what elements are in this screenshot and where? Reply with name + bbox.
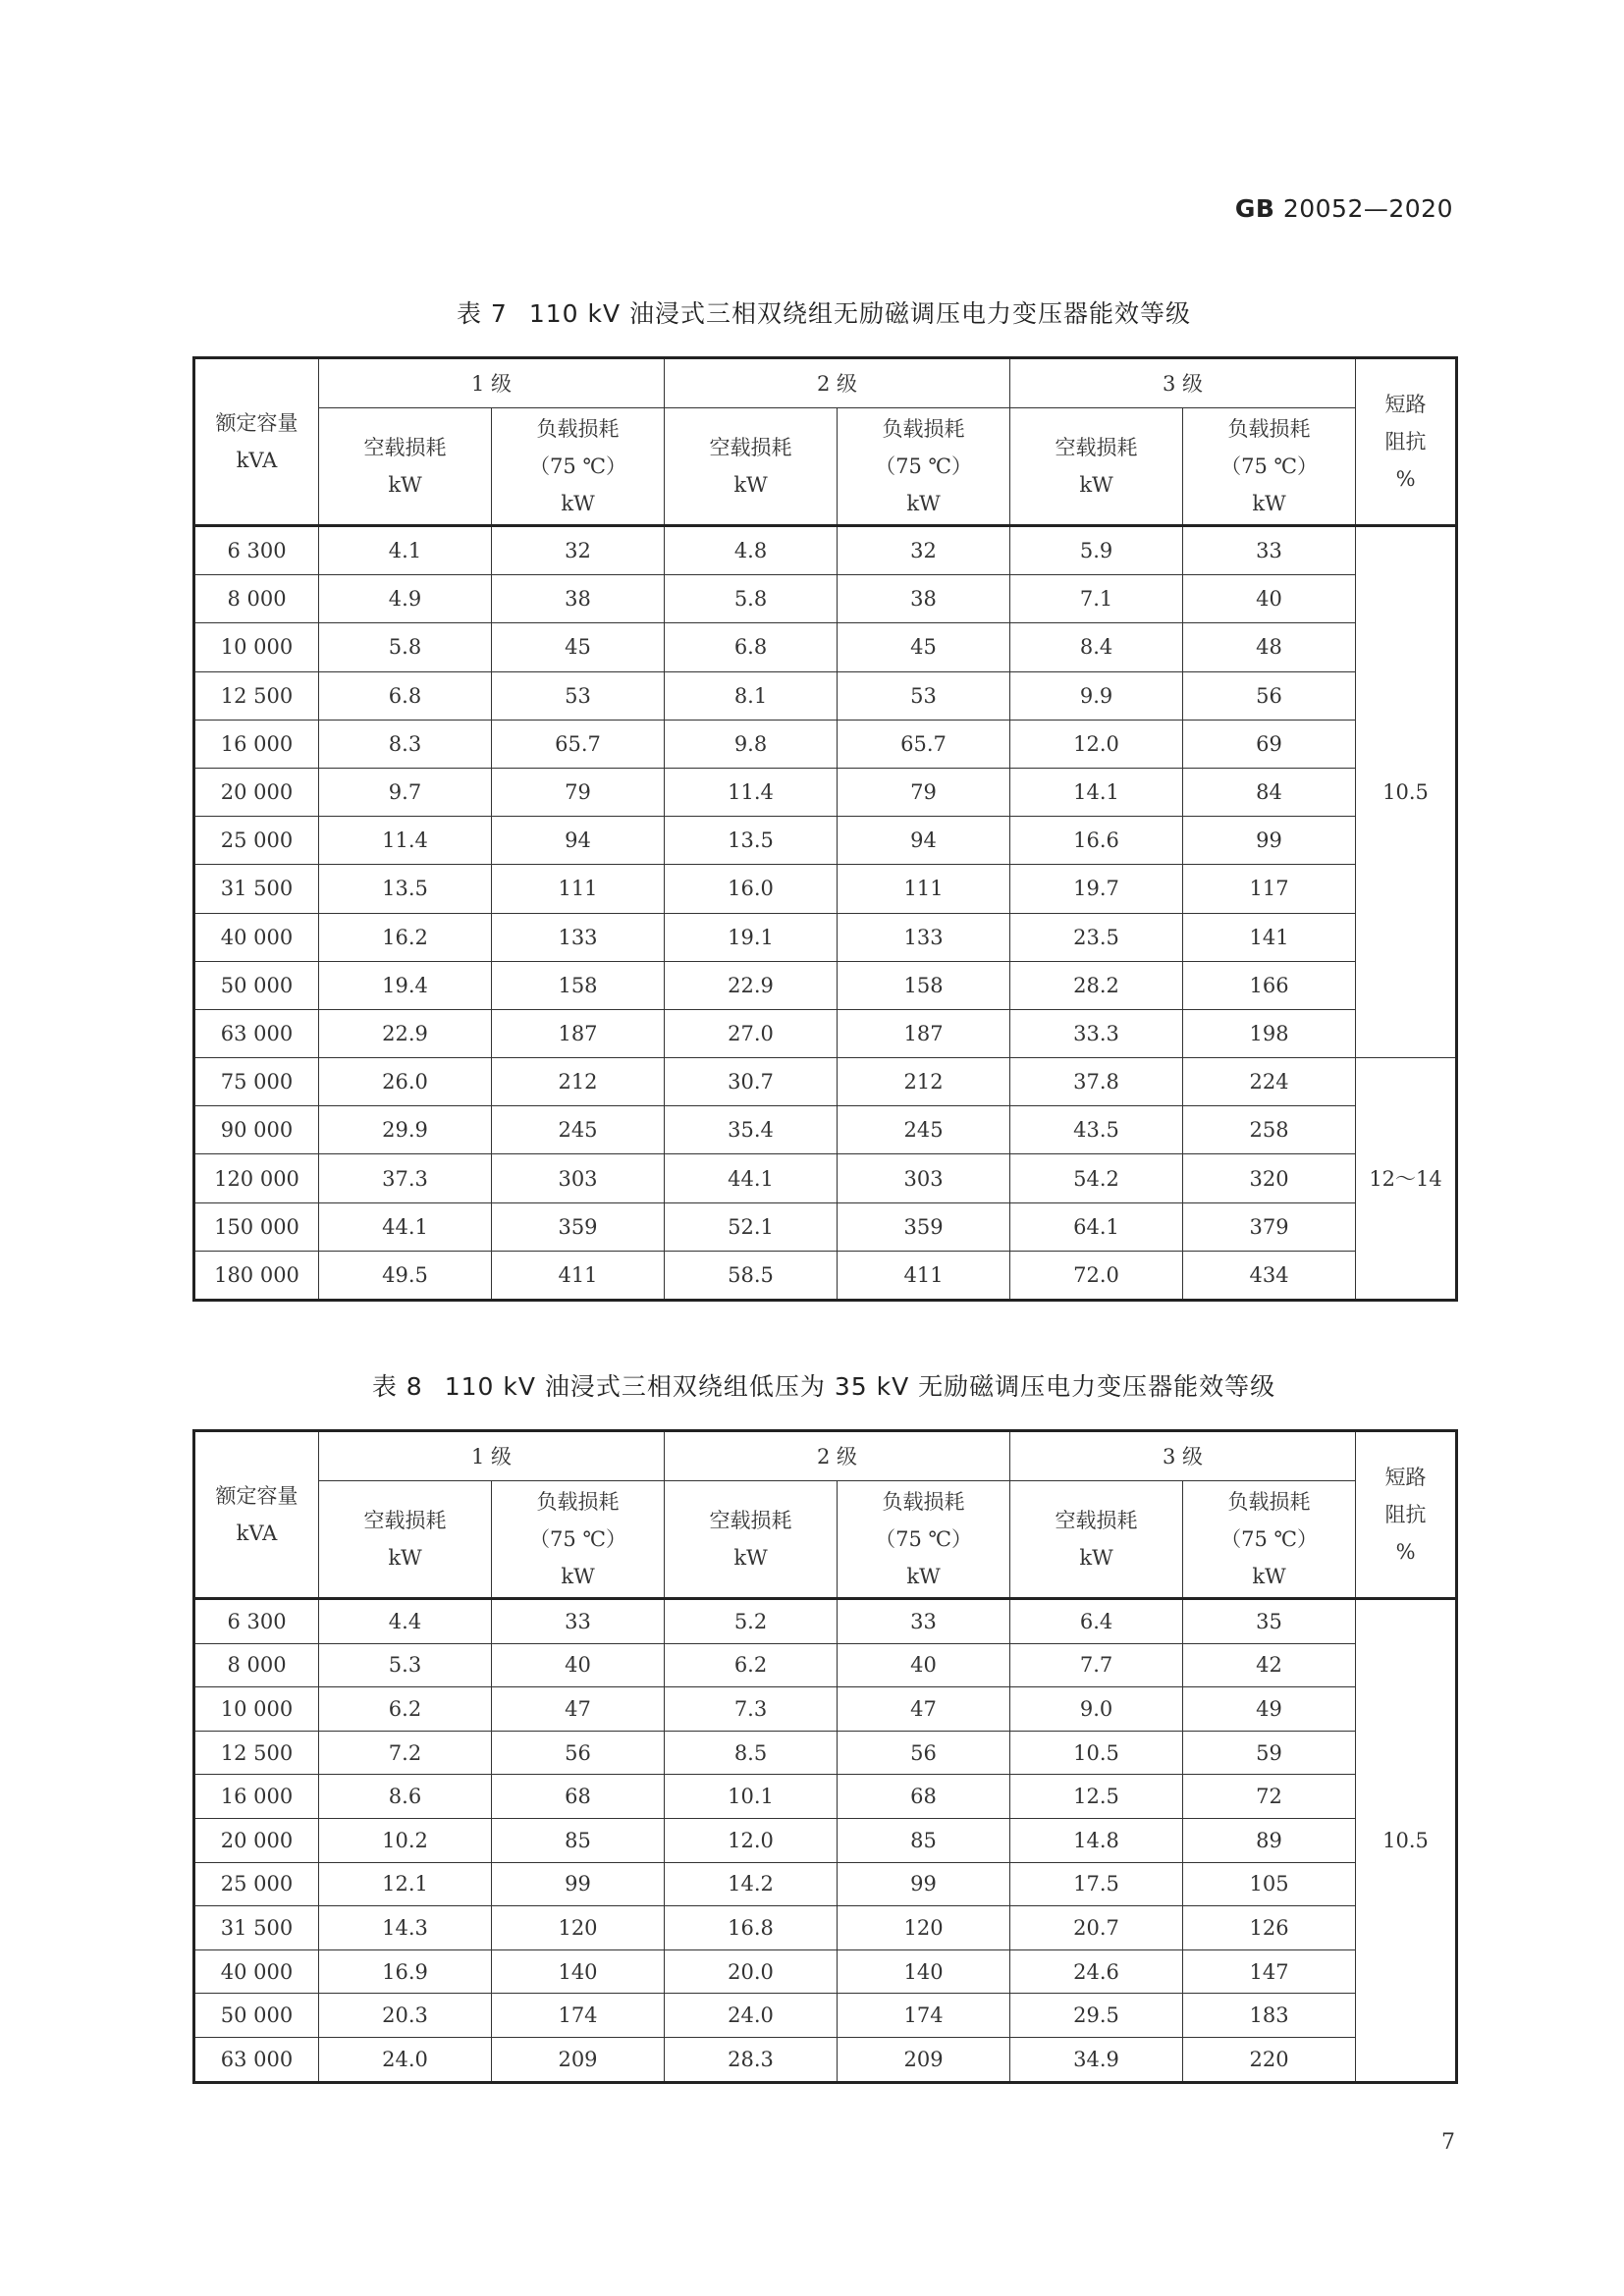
capacity-cell: 90 000 [194, 1106, 319, 1154]
level2-load-cell: 85 [838, 1818, 1010, 1862]
level3-load-cell: 434 [1183, 1251, 1356, 1300]
level1-noload-cell: 19.4 [319, 961, 492, 1009]
level3-load-cell: 99 [1183, 817, 1356, 865]
level3-noload-cell: 14.1 [1010, 768, 1183, 816]
header-noload-loss [665, 408, 838, 526]
table8-body [194, 1599, 1457, 2083]
header-load-loss [838, 1481, 1010, 1599]
level3-load-cell: 33 [1183, 526, 1356, 575]
level2-load-cell: 56 [838, 1731, 1010, 1775]
level2-load-cell: 245 [838, 1106, 1010, 1154]
level1-load-cell: 68 [492, 1775, 665, 1819]
level1-load-cell: 120 [492, 1906, 665, 1950]
level2-noload-cell: 35.4 [665, 1106, 838, 1154]
table-row [194, 1106, 1457, 1154]
table-row [194, 1775, 1457, 1819]
level3-noload-cell: 9.0 [1010, 1687, 1183, 1732]
level3-noload-cell: 29.5 [1010, 1994, 1183, 2038]
level3-load-cell: 117 [1183, 865, 1356, 913]
level1-noload-cell: 12.1 [319, 1862, 492, 1906]
level1-noload-cell: 26.0 [319, 1058, 492, 1106]
table-row [194, 768, 1457, 816]
header-load-label: 负载损耗 [1227, 417, 1311, 441]
table8-title-text: 110 kV 油浸式三相双绕组低压为 35 kV 无励磁调压电力变压器能效等级 [444, 1372, 1276, 1401]
level3-noload-cell: 19.7 [1010, 865, 1183, 913]
table-row [194, 1599, 1457, 1644]
level1-noload-cell: 37.3 [319, 1154, 492, 1202]
level2-noload-cell: 5.8 [665, 575, 838, 623]
level1-noload-cell: 13.5 [319, 865, 492, 913]
level3-load-cell: 35 [1183, 1599, 1356, 1644]
level2-noload-cell: 5.2 [665, 1599, 838, 1644]
level2-load-cell: 99 [838, 1862, 1010, 1906]
level3-load-cell: 105 [1183, 1862, 1356, 1906]
level1-load-cell: 212 [492, 1058, 665, 1106]
level1-load-cell: 140 [492, 1949, 665, 1994]
header-load-unit: kW [1252, 492, 1286, 515]
level3-noload-cell: 34.9 [1010, 2037, 1183, 2082]
level3-noload-cell: 43.5 [1010, 1106, 1183, 1154]
level1-load-cell: 303 [492, 1154, 665, 1202]
header-noload-label: 空载损耗 [709, 436, 792, 459]
level3-noload-cell: 33.3 [1010, 1009, 1183, 1057]
level2-load-cell: 47 [838, 1687, 1010, 1732]
header-load-unit: kW [1252, 1565, 1286, 1588]
header-level-3: 3 级 [1010, 358, 1356, 408]
level3-noload-cell: 12.5 [1010, 1775, 1183, 1819]
capacity-cell: 16 000 [194, 720, 319, 768]
capacity-cell: 12 500 [194, 671, 319, 720]
level2-noload-cell: 13.5 [665, 817, 838, 865]
header-noload-label: 空载损耗 [1055, 1509, 1138, 1532]
table7-title [192, 294, 1455, 330]
level2-noload-cell: 11.4 [665, 768, 838, 816]
level3-noload-cell: 8.4 [1010, 623, 1183, 671]
level2-noload-cell: 9.8 [665, 720, 838, 768]
level3-load-cell: 220 [1183, 2037, 1356, 2082]
capacity-cell: 25 000 [194, 1862, 319, 1906]
capacity-cell: 6 300 [194, 526, 319, 575]
header-level-3: 3 级 [1010, 1431, 1356, 1481]
header-load-label: 负载损耗 [882, 417, 965, 441]
table7 [192, 356, 1458, 1302]
table-row [194, 1818, 1457, 1862]
level1-noload-cell: 14.3 [319, 1906, 492, 1950]
capacity-cell: 8 000 [194, 1643, 319, 1687]
level2-load-cell: 209 [838, 2037, 1010, 2082]
level2-load-cell: 94 [838, 817, 1010, 865]
impedance-cell: 10.5 [1356, 1599, 1457, 2083]
level2-noload-cell: 30.7 [665, 1058, 838, 1106]
level3-load-cell: 320 [1183, 1154, 1356, 1202]
level2-load-cell: 187 [838, 1009, 1010, 1057]
level3-noload-cell: 72.0 [1010, 1251, 1183, 1300]
header-load-unit: kW [561, 492, 595, 515]
capacity-cell: 25 000 [194, 817, 319, 865]
capacity-cell: 12 500 [194, 1731, 319, 1775]
header-noload-unit: kW [388, 473, 422, 497]
header-impedance [1356, 1431, 1457, 1599]
level3-noload-cell: 17.5 [1010, 1862, 1183, 1906]
header-impedance-line2: 阻抗 [1384, 1503, 1427, 1526]
level3-noload-cell: 54.2 [1010, 1154, 1183, 1202]
level1-noload-cell: 4.1 [319, 526, 492, 575]
header-capacity-label: 额定容量 [215, 411, 298, 435]
level3-noload-cell: 20.7 [1010, 1906, 1183, 1950]
level3-noload-cell: 7.1 [1010, 575, 1183, 623]
level2-noload-cell: 24.0 [665, 1994, 838, 2038]
capacity-cell: 50 000 [194, 1994, 319, 2038]
level3-noload-cell: 6.4 [1010, 1599, 1183, 1644]
level2-load-cell: 79 [838, 768, 1010, 816]
level1-noload-cell: 8.6 [319, 1775, 492, 1819]
header-load-temp: （75 ℃） [1220, 454, 1318, 478]
level1-noload-cell: 11.4 [319, 817, 492, 865]
table-row [194, 961, 1457, 1009]
header-load-unit: kW [906, 492, 941, 515]
level1-noload-cell: 5.8 [319, 623, 492, 671]
level2-load-cell: 33 [838, 1599, 1010, 1644]
level1-noload-cell: 49.5 [319, 1251, 492, 1300]
header-level-2: 2 级 [665, 358, 1010, 408]
level3-noload-cell: 23.5 [1010, 913, 1183, 961]
level3-noload-cell: 24.6 [1010, 1949, 1183, 1994]
level2-load-cell: 158 [838, 961, 1010, 1009]
table-row [194, 913, 1457, 961]
header-noload-label: 空载损耗 [709, 1509, 792, 1532]
header-load-label: 负载损耗 [536, 1490, 620, 1514]
header-capacity [194, 358, 319, 526]
level2-load-cell: 40 [838, 1643, 1010, 1687]
header-impedance [1356, 358, 1457, 526]
level3-load-cell: 126 [1183, 1906, 1356, 1950]
level1-load-cell: 40 [492, 1643, 665, 1687]
level1-load-cell: 47 [492, 1687, 665, 1732]
header-level-2: 2 级 [665, 1431, 1010, 1481]
level2-noload-cell: 8.1 [665, 671, 838, 720]
level2-noload-cell: 22.9 [665, 961, 838, 1009]
level2-load-cell: 38 [838, 575, 1010, 623]
level1-noload-cell: 22.9 [319, 1009, 492, 1057]
header-noload-unit: kW [388, 1546, 422, 1570]
level3-load-cell: 49 [1183, 1687, 1356, 1732]
level2-load-cell: 45 [838, 623, 1010, 671]
impedance-cell: 12～14 [1356, 1058, 1457, 1301]
level1-noload-cell: 44.1 [319, 1202, 492, 1251]
level1-noload-cell: 4.9 [319, 575, 492, 623]
level1-load-cell: 79 [492, 768, 665, 816]
table-row [194, 1949, 1457, 1994]
level1-load-cell: 65.7 [492, 720, 665, 768]
level3-noload-cell: 9.9 [1010, 671, 1183, 720]
level2-load-cell: 359 [838, 1202, 1010, 1251]
level3-noload-cell: 5.9 [1010, 526, 1183, 575]
header-noload-unit: kW [733, 1546, 768, 1570]
level1-noload-cell: 20.3 [319, 1994, 492, 2038]
capacity-cell: 31 500 [194, 865, 319, 913]
level3-load-cell: 258 [1183, 1106, 1356, 1154]
level2-noload-cell: 27.0 [665, 1009, 838, 1057]
level1-noload-cell: 10.2 [319, 1818, 492, 1862]
header-impedance-unit: % [1395, 467, 1416, 491]
level1-noload-cell: 29.9 [319, 1106, 492, 1154]
table-row [194, 865, 1457, 913]
level1-load-cell: 209 [492, 2037, 665, 2082]
level1-noload-cell: 9.7 [319, 768, 492, 816]
table-row [194, 671, 1457, 720]
capacity-cell: 6 300 [194, 1599, 319, 1644]
level3-noload-cell: 64.1 [1010, 1202, 1183, 1251]
level3-load-cell: 183 [1183, 1994, 1356, 2038]
header-load-loss [1183, 1481, 1356, 1599]
capacity-cell: 63 000 [194, 1009, 319, 1057]
table-row [194, 1906, 1457, 1950]
table7-header [194, 358, 1457, 526]
level3-load-cell: 379 [1183, 1202, 1356, 1251]
level3-load-cell: 141 [1183, 913, 1356, 961]
table8-title-number: 表 8 [371, 1372, 423, 1401]
level2-load-cell: 120 [838, 1906, 1010, 1950]
table-row [194, 1643, 1457, 1687]
header-capacity [194, 1431, 319, 1599]
level2-noload-cell: 14.2 [665, 1862, 838, 1906]
header-noload-loss [319, 1481, 492, 1599]
level1-load-cell: 133 [492, 913, 665, 961]
header-load-temp: （75 ℃） [875, 454, 972, 478]
capacity-cell: 120 000 [194, 1154, 319, 1202]
level3-load-cell: 59 [1183, 1731, 1356, 1775]
level2-load-cell: 133 [838, 913, 1010, 961]
header-noload-unit: kW [1079, 473, 1113, 497]
table-row [194, 575, 1457, 623]
level3-load-cell: 69 [1183, 720, 1356, 768]
capacity-cell: 150 000 [194, 1202, 319, 1251]
level3-load-cell: 166 [1183, 961, 1356, 1009]
level3-load-cell: 56 [1183, 671, 1356, 720]
level2-noload-cell: 12.0 [665, 1818, 838, 1862]
header-noload-loss [665, 1481, 838, 1599]
document-code [1235, 194, 1453, 223]
page-number: 7 [1441, 2130, 1455, 2155]
header-load-temp: （75 ℃） [875, 1527, 972, 1551]
level2-load-cell: 174 [838, 1994, 1010, 2038]
capacity-cell: 31 500 [194, 1906, 319, 1950]
capacity-cell: 20 000 [194, 768, 319, 816]
level2-noload-cell: 58.5 [665, 1251, 838, 1300]
level3-load-cell: 89 [1183, 1818, 1356, 1862]
level2-load-cell: 68 [838, 1775, 1010, 1819]
table8-title [192, 1367, 1455, 1403]
header-load-loss [838, 408, 1010, 526]
level3-noload-cell: 28.2 [1010, 961, 1183, 1009]
table-row [194, 1154, 1457, 1202]
level2-noload-cell: 8.5 [665, 1731, 838, 1775]
header-load-unit: kW [561, 1565, 595, 1588]
level2-load-cell: 65.7 [838, 720, 1010, 768]
level1-load-cell: 94 [492, 817, 665, 865]
level1-noload-cell: 7.2 [319, 1731, 492, 1775]
level1-load-cell: 56 [492, 1731, 665, 1775]
capacity-cell: 63 000 [194, 2037, 319, 2082]
level1-load-cell: 53 [492, 671, 665, 720]
header-noload-loss [1010, 408, 1183, 526]
level1-load-cell: 174 [492, 1994, 665, 2038]
header-load-label: 负载损耗 [882, 1490, 965, 1514]
header-noload-unit: kW [733, 473, 768, 497]
level2-noload-cell: 20.0 [665, 1949, 838, 1994]
table7-title-number: 表 7 [456, 299, 508, 328]
level2-noload-cell: 7.3 [665, 1687, 838, 1732]
level3-noload-cell: 14.8 [1010, 1818, 1183, 1862]
table-row [194, 1687, 1457, 1732]
level1-load-cell: 158 [492, 961, 665, 1009]
level1-load-cell: 111 [492, 865, 665, 913]
level1-noload-cell: 6.2 [319, 1687, 492, 1732]
level1-load-cell: 38 [492, 575, 665, 623]
level1-load-cell: 99 [492, 1862, 665, 1906]
capacity-cell: 40 000 [194, 1949, 319, 1994]
header-load-label: 负载损耗 [536, 417, 620, 441]
level2-noload-cell: 4.8 [665, 526, 838, 575]
level1-load-cell: 32 [492, 526, 665, 575]
level2-noload-cell: 52.1 [665, 1202, 838, 1251]
header-capacity-label: 额定容量 [215, 1484, 298, 1508]
header-noload-label: 空载损耗 [363, 436, 447, 459]
level2-noload-cell: 28.3 [665, 2037, 838, 2082]
header-level-1: 1 级 [319, 358, 665, 408]
table-row [194, 1009, 1457, 1057]
table-row [194, 1251, 1457, 1300]
level2-load-cell: 303 [838, 1154, 1010, 1202]
capacity-cell: 50 000 [194, 961, 319, 1009]
level3-load-cell: 48 [1183, 623, 1356, 671]
level2-noload-cell: 6.2 [665, 1643, 838, 1687]
level1-load-cell: 187 [492, 1009, 665, 1057]
level1-load-cell: 45 [492, 623, 665, 671]
header-noload-label: 空载损耗 [363, 1509, 447, 1532]
header-noload-unit: kW [1079, 1546, 1113, 1570]
header-load-loss [1183, 408, 1356, 526]
header-impedance-unit: % [1395, 1540, 1416, 1564]
level1-load-cell: 85 [492, 1818, 665, 1862]
document-code-prefix: GB [1234, 194, 1275, 223]
table-row [194, 526, 1457, 575]
level1-noload-cell: 6.8 [319, 671, 492, 720]
level2-noload-cell: 16.0 [665, 865, 838, 913]
table8 [192, 1429, 1458, 2084]
level3-noload-cell: 12.0 [1010, 720, 1183, 768]
header-noload-label: 空载损耗 [1055, 436, 1138, 459]
capacity-cell: 10 000 [194, 1687, 319, 1732]
level1-load-cell: 245 [492, 1106, 665, 1154]
impedance-cell: 10.5 [1356, 526, 1457, 1058]
document-code-number: 20052—2020 [1282, 194, 1453, 223]
capacity-cell: 16 000 [194, 1775, 319, 1819]
level1-noload-cell: 24.0 [319, 2037, 492, 2082]
capacity-cell: 8 000 [194, 575, 319, 623]
capacity-cell: 75 000 [194, 1058, 319, 1106]
capacity-cell: 180 000 [194, 1251, 319, 1300]
header-impedance-line1: 短路 [1384, 1466, 1427, 1489]
level2-noload-cell: 44.1 [665, 1154, 838, 1202]
level2-load-cell: 411 [838, 1251, 1010, 1300]
header-load-loss [492, 1481, 665, 1599]
level2-noload-cell: 10.1 [665, 1775, 838, 1819]
level2-noload-cell: 16.8 [665, 1906, 838, 1950]
header-load-temp: （75 ℃） [529, 1527, 626, 1551]
level3-noload-cell: 16.6 [1010, 817, 1183, 865]
level3-load-cell: 42 [1183, 1643, 1356, 1687]
level3-load-cell: 40 [1183, 575, 1356, 623]
header-capacity-unit: kVA [236, 449, 278, 472]
table-row [194, 1731, 1457, 1775]
header-capacity-unit: kVA [236, 1522, 278, 1545]
level1-load-cell: 411 [492, 1251, 665, 1300]
table-row [194, 817, 1457, 865]
level3-load-cell: 198 [1183, 1009, 1356, 1057]
level1-load-cell: 359 [492, 1202, 665, 1251]
header-load-temp: （75 ℃） [1220, 1527, 1318, 1551]
header-impedance-line2: 阻抗 [1384, 430, 1427, 454]
level3-load-cell: 224 [1183, 1058, 1356, 1106]
level3-load-cell: 72 [1183, 1775, 1356, 1819]
table-row [194, 2037, 1457, 2082]
level2-noload-cell: 6.8 [665, 623, 838, 671]
table-row [194, 1994, 1457, 2038]
table7-body [194, 526, 1457, 1301]
table-row [194, 1202, 1457, 1251]
level1-noload-cell: 16.9 [319, 1949, 492, 1994]
header-noload-loss [1010, 1481, 1183, 1599]
capacity-cell: 40 000 [194, 913, 319, 961]
header-noload-loss [319, 408, 492, 526]
capacity-cell: 10 000 [194, 623, 319, 671]
level1-noload-cell: 4.4 [319, 1599, 492, 1644]
level1-noload-cell: 16.2 [319, 913, 492, 961]
level2-load-cell: 140 [838, 1949, 1010, 1994]
level3-noload-cell: 37.8 [1010, 1058, 1183, 1106]
header-load-label: 负载损耗 [1227, 1490, 1311, 1514]
level1-noload-cell: 5.3 [319, 1643, 492, 1687]
table7-title-text: 110 kV 油浸式三相双绕组无励磁调压电力变压器能效等级 [528, 299, 1192, 328]
level3-load-cell: 147 [1183, 1949, 1356, 1994]
level1-load-cell: 33 [492, 1599, 665, 1644]
level3-noload-cell: 10.5 [1010, 1731, 1183, 1775]
header-load-loss [492, 408, 665, 526]
table-row [194, 1862, 1457, 1906]
header-load-temp: （75 ℃） [529, 454, 626, 478]
header-impedance-line1: 短路 [1384, 393, 1427, 416]
level2-noload-cell: 19.1 [665, 913, 838, 961]
level2-load-cell: 212 [838, 1058, 1010, 1106]
level2-load-cell: 111 [838, 865, 1010, 913]
level3-load-cell: 84 [1183, 768, 1356, 816]
level2-load-cell: 32 [838, 526, 1010, 575]
table-row [194, 1058, 1457, 1106]
level3-noload-cell: 7.7 [1010, 1643, 1183, 1687]
header-load-unit: kW [906, 1565, 941, 1588]
table-row [194, 720, 1457, 768]
table8-header [194, 1431, 1457, 1599]
header-level-1: 1 级 [319, 1431, 665, 1481]
capacity-cell: 20 000 [194, 1818, 319, 1862]
level1-noload-cell: 8.3 [319, 720, 492, 768]
table-row [194, 623, 1457, 671]
level2-load-cell: 53 [838, 671, 1010, 720]
